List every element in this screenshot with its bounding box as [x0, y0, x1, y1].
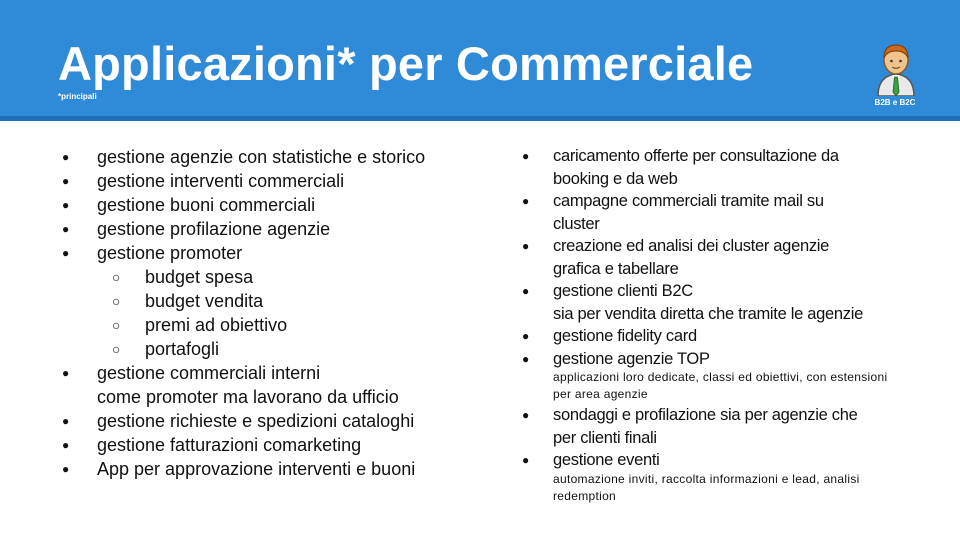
- list-item-text: sia per vendita diretta che tramite le agenzie: [553, 304, 863, 323]
- list-item-text: gestione interventi commerciali: [97, 171, 345, 191]
- list-item: [522, 280, 942, 325]
- list-item-text: ● caricamento offerte per consultazione da: [553, 147, 839, 165]
- list-item-text: booking e da web: [553, 169, 678, 188]
- list-item-text: gestione commerciali interni: [97, 363, 321, 383]
- list-item-text: portafogli: [145, 339, 220, 359]
- list-item-text: gestione agenzie con statistiche e storico: [97, 147, 426, 167]
- list-item-text: gestione fatturazioni comarketing: [97, 435, 362, 455]
- sub-list-item: [62, 337, 502, 361]
- list-item-text: gestione profilazione agenzie: [97, 219, 331, 239]
- list-item: [522, 190, 942, 235]
- list-item: [522, 348, 942, 403]
- list-item: [522, 449, 942, 504]
- sub-list-item: [62, 313, 502, 337]
- list-item-text: ● creazione ed analisi dei cluster agenzie: [553, 237, 830, 255]
- list-item: [62, 193, 502, 217]
- list-item-continuation: come promoter ma lavorano da ufficio: [97, 387, 399, 407]
- list-item-note: applicazioni loro dedicate, classi ed obiettivi, con estensioni: [553, 370, 888, 384]
- list-item: [62, 169, 502, 193]
- header-divider: [0, 116, 960, 121]
- list-item: [62, 241, 502, 265]
- slide-title: Applicazioni* per Commerciale: [58, 37, 754, 90]
- list-item-text: gestione richieste e spedizioni cataloghi: [97, 411, 415, 431]
- list-item-text: ● gestione fidelity card: [553, 327, 697, 345]
- list-item-text: App per approvazione interventi e buoni: [97, 459, 416, 479]
- list-item-note: redemption: [553, 488, 617, 503]
- business-person-icon: [874, 42, 918, 96]
- list-item-text: ● gestione eventi: [553, 451, 660, 469]
- list-item-text: budget vendita: [145, 291, 264, 311]
- list-item-text: cluster: [553, 214, 600, 233]
- list-item-text: ● sondaggi e profilazione sia per agenzie che: [553, 406, 858, 424]
- list-item: [62, 457, 502, 481]
- list-item-text: premi ad obiettivo: [145, 315, 288, 335]
- avatar-label: B2B e B2C: [874, 98, 916, 107]
- list-item-note: per area agenzie: [553, 387, 648, 401]
- list-item: [522, 235, 942, 280]
- sub-list-item: [62, 265, 502, 289]
- list-item: [62, 361, 502, 409]
- left-bullet-list: [62, 145, 502, 481]
- list-item-text: gestione buoni commerciali: [97, 195, 316, 215]
- list-item-text: ● gestione agenzie TOP: [553, 349, 710, 368]
- list-item: [62, 217, 502, 241]
- list-item: [522, 404, 942, 449]
- list-item-text: ● campagne commerciali tramite mail su: [553, 192, 824, 210]
- list-item: [522, 145, 942, 190]
- list-item: [62, 409, 502, 433]
- list-item-text: gestione promoter: [97, 243, 243, 263]
- list-item-text: budget spesa: [145, 267, 254, 287]
- sub-list-item: [62, 289, 502, 313]
- list-item: [62, 145, 502, 169]
- title-footnote: *principali: [58, 92, 97, 101]
- list-item-text: ● gestione clienti B2C: [553, 282, 693, 300]
- right-bullet-list: [522, 145, 942, 506]
- list-item-note: automazione inviti, raccolta informazioni e lead, analisi: [553, 471, 860, 486]
- list-item-text: per clienti finali: [553, 428, 657, 447]
- list-item: [522, 325, 942, 348]
- list-item-text: grafica e tabellare: [553, 259, 679, 278]
- list-item: [62, 433, 502, 457]
